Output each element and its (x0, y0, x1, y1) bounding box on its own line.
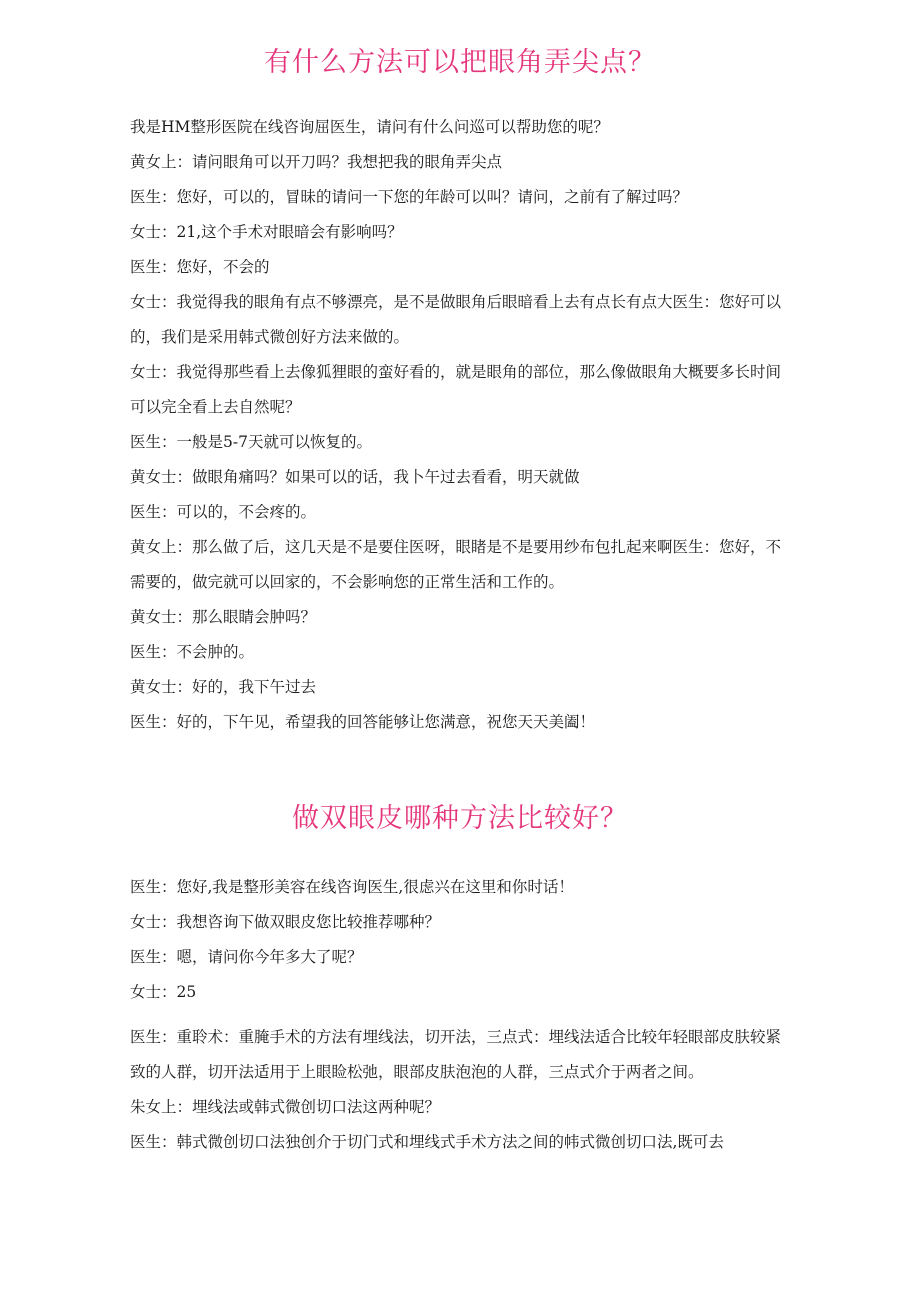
dialogue-line: 医生：不会肿的。 (130, 643, 255, 661)
dialogue-line: 黄女士：好的，我下午过去 (130, 678, 317, 696)
dialogue-line: 医生：您好，可以的，冒昧的请问一下您的年龄可以叫？请问，之前有了解过吗？ (130, 188, 689, 206)
dialogue-line: 女士：我觉得我的眼角有点不够漂亮，是不是做眼角后眼暗看上去有点长有点大医生：您好可以的，我们是采用韩式微创好方法来做的。 (130, 293, 782, 346)
dialogue-line: 医生：一般是5-7天就可以恢复的。 (130, 433, 372, 451)
section-1-dialogue (130, 110, 794, 740)
dialogue-line: 女士：我觉得那些看上去像狐狸眼的蛮好看的，就是眼角的部位，那么像做眼角大概要多长时间可以完全看上去自然呢？ (130, 363, 782, 416)
dialogue-line: 医生：韩式微创切口法独创介于切门式和埋线式手术方法之间的帏式微创切口法,既可去 (130, 1133, 724, 1151)
dialogue-line: 黄女士：那么眼睛会肿吗？ (130, 608, 317, 626)
dialogue-line: 女士：我想咨询下做双眼皮您比较推荐哪种？ (130, 913, 441, 931)
dialogue-line: 医生：您好,我是整形美容在线咨询医生,很虑兴在这里和你时话！ (130, 878, 574, 896)
dialogue-line: 医生：可以的，不会疼的。 (130, 503, 317, 521)
dialogue-line: 女士：21,这个手术对眼暗会有影响吗？ (130, 223, 403, 241)
dialogue-line: 医生：重聆术：重腌手术的方法有埋线法，切开法，三点式：埋线法适合比较年轻眼部皮肤较紧致的人群，切开法适用于上眼睑松弛，眼部皮肤泡泡的人群，三点式介于两者之间。 (130, 1028, 782, 1081)
section-1-title: 有什么方法可以把眼角弄尖点？ (264, 47, 656, 78)
dialogue-line: 我是HM整形医院在线咨询屈医生，请问有什么问巡可以帮助您的呢？ (130, 118, 609, 136)
dialogue-line: 黄女上：那么做了后，这几天是不是要住医呀，眼睹是不是要用纱布包扎起来啊医生：您好，不需要的，做完就可以回家的，不会影响您的正常生活和工作的。 (130, 538, 782, 591)
dialogue-line: 医生：好的，下午见，希望我的回答能够让您满意，祝您天天美阖！ (130, 713, 596, 731)
dialogue-line: 医生：您好，不会的 (130, 258, 270, 276)
dialogue-line: 黄女士：做眼角痛吗？如果可以的话，我卜午过去看看，明天就做 (130, 468, 580, 486)
dialogue-line: 医生：嗯，请问你今年多大了呢？ (130, 948, 363, 966)
dialogue-line: 女士：25 (130, 983, 197, 1001)
dialogue-line: 黄女上：请问眼角可以开刀吗？我想把我的眼角弄尖点 (130, 153, 503, 171)
section-2-title: 做双眼皮哪种方法比较好？ (292, 803, 628, 834)
section-2-dialogue (130, 870, 794, 1160)
dialogue-line: 朱女上：埋线法或韩式微创切口法这两种呢？ (130, 1098, 441, 1116)
